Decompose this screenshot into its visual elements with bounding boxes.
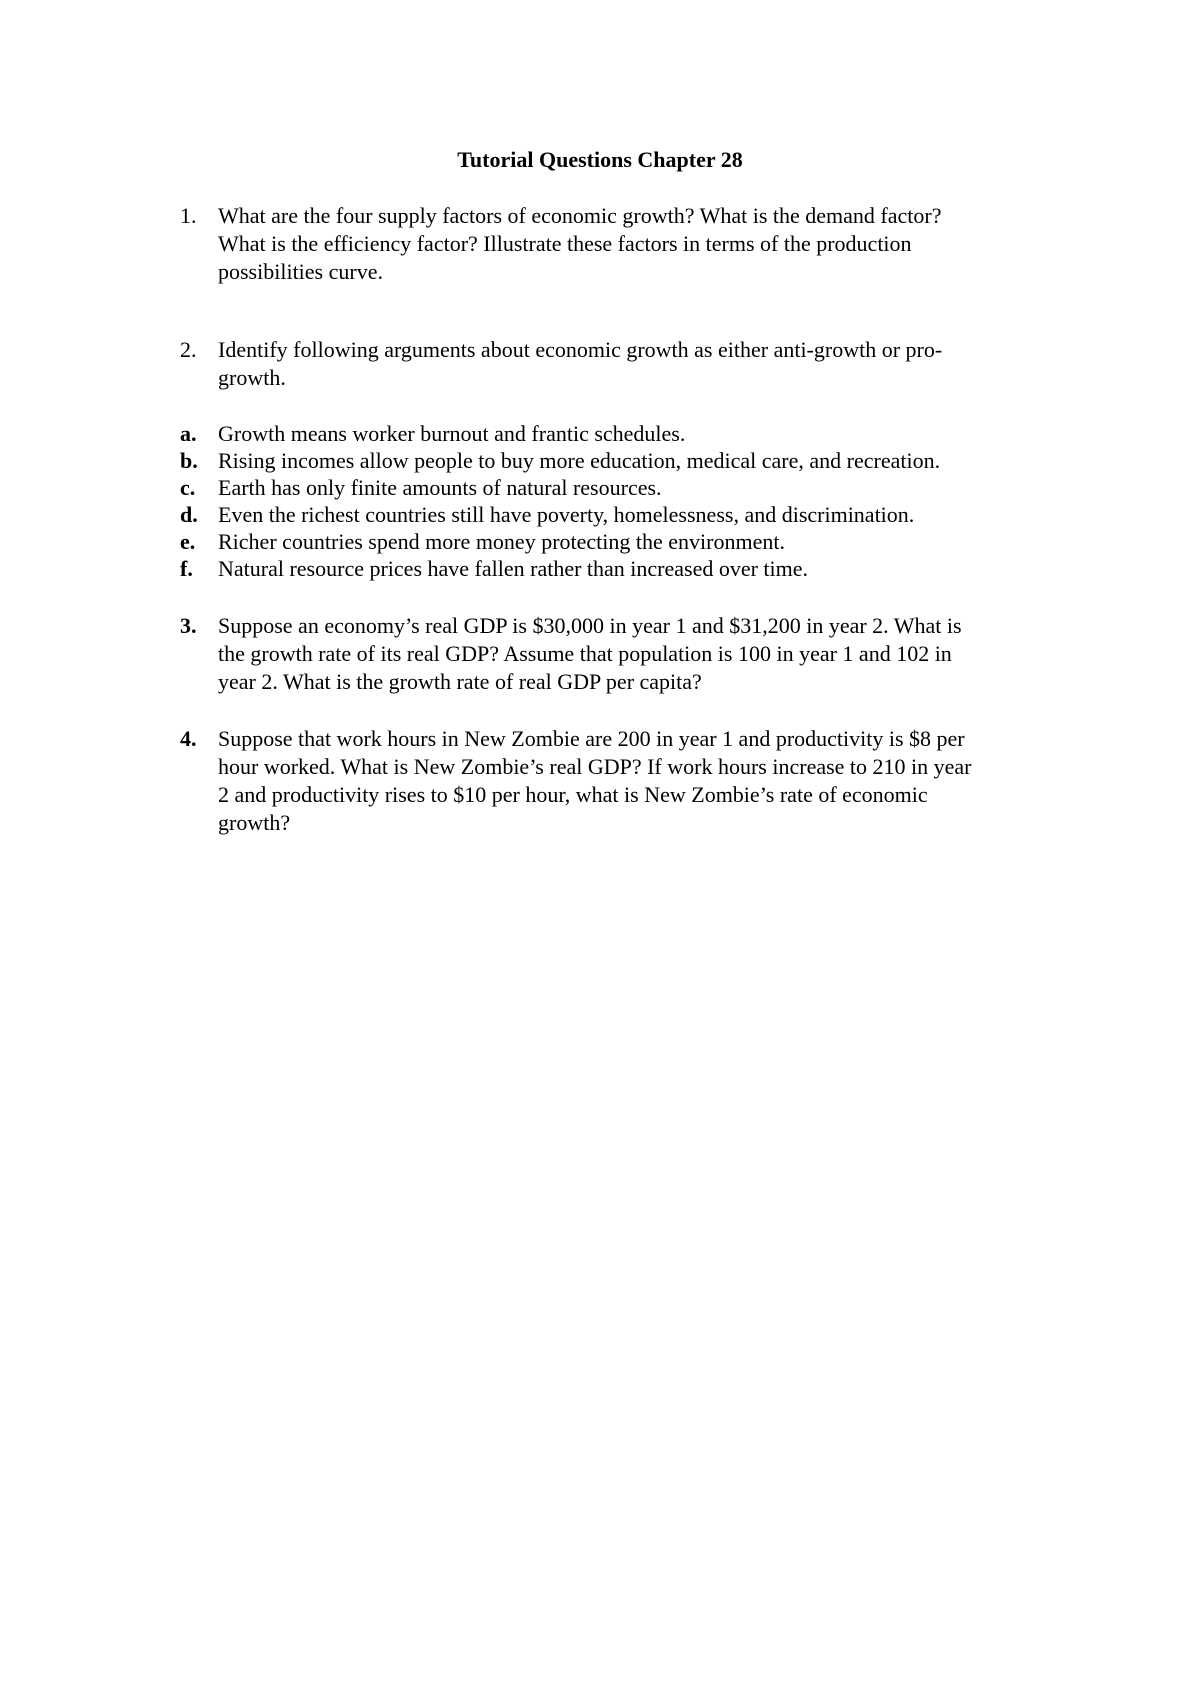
question-text: What are the four supply factors of economic growth? What is the demand factor? What is the efficiency factor? Illustrate these factors in terms of the production possibilities curve. bbox=[218, 203, 942, 284]
question-1 bbox=[180, 202, 1080, 286]
argument-letter: e. bbox=[180, 529, 196, 554]
argument-letter: f. bbox=[180, 556, 193, 581]
argument-letter: a. bbox=[180, 421, 197, 446]
argument-b bbox=[180, 447, 1080, 475]
argument-text: Rising incomes allow people to buy more education, medical care, and recreation. bbox=[218, 448, 941, 473]
page-title: Tutorial Questions Chapter 28 bbox=[457, 147, 743, 172]
argument-text: Earth has only finite amounts of natural resources. bbox=[218, 475, 662, 500]
argument-e bbox=[180, 528, 1080, 556]
question-number: 1. bbox=[180, 203, 197, 228]
argument-text: Natural resource prices have fallen rather than increased over time. bbox=[218, 556, 809, 581]
question-4 bbox=[180, 725, 1080, 837]
question-number: 2. bbox=[180, 337, 197, 362]
question-text: Suppose an economy’s real GDP is $30,000 in year 1 and $31,200 in year 2. What is the growth rate of its real GDP? Assume that population is 100 in year 1 and 102 in year 2. What is the growth rate of real GDP per capita? bbox=[218, 613, 962, 694]
argument-f bbox=[180, 555, 1080, 583]
argument-letter: d. bbox=[180, 502, 198, 527]
argument-letter: b. bbox=[180, 448, 198, 473]
question-3 bbox=[180, 612, 1080, 696]
argument-letter: c. bbox=[180, 475, 196, 500]
question-number: 4. bbox=[180, 726, 197, 751]
question-text: Suppose that work hours in New Zombie are 200 in year 1 and productivity is $8 per hour worked. What is New Zombie’s real GDP? If work hours increase to 210 in year 2 and productivity rises to $10 per hour, what is New Zombie’s rate of economic growth? bbox=[218, 726, 972, 835]
question-2 bbox=[180, 336, 1080, 392]
argument-text: Richer countries spend more money protecting the environment. bbox=[218, 529, 785, 554]
argument-text: Growth means worker burnout and frantic schedules. bbox=[218, 421, 686, 446]
argument-d bbox=[180, 501, 1080, 529]
question-text: Identify following arguments about economic growth as either anti-growth or pro- growth. bbox=[218, 337, 943, 390]
argument-c bbox=[180, 474, 1080, 502]
question-number: 3. bbox=[180, 613, 197, 638]
argument-text: Even the richest countries still have poverty, homelessness, and discrimination. bbox=[218, 502, 915, 527]
argument-a bbox=[180, 420, 1080, 448]
